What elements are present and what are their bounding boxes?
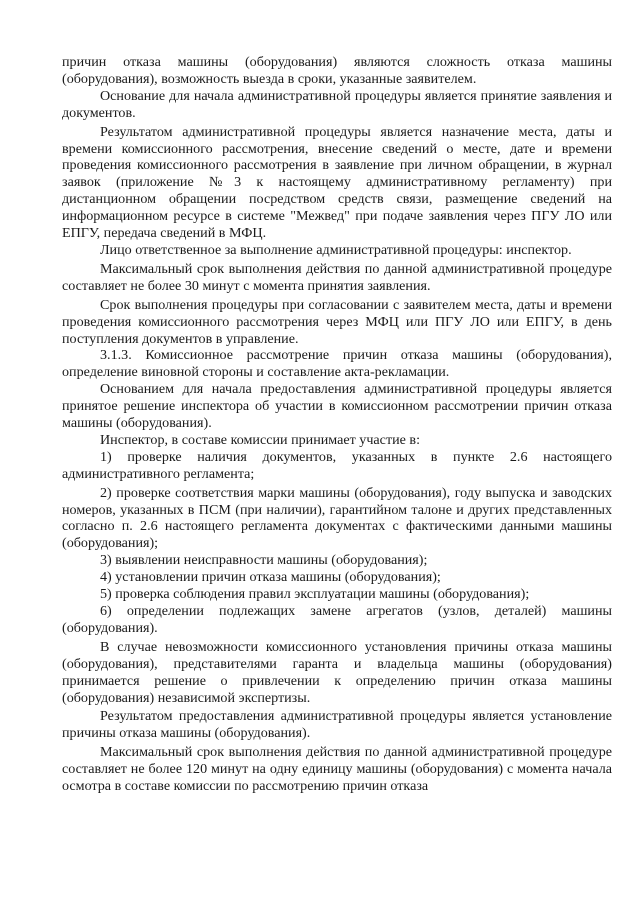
paragraph-9: Инспектор, в составе комиссии принимает участие в:	[100, 431, 420, 448]
paragraph-10: 1) проверке наличия документов, указанных в пункте 2.6 настоящего административного регламента;	[62, 448, 612, 482]
paragraph-13: 4) установлении причин отказа машины (оборудования);	[100, 569, 441, 586]
paragraph-17: Результатом предоставления административной процедуры является установление причины отказа машины (оборудования).	[62, 708, 612, 742]
paragraph-15: 6) определении подлежащих замене агрегатов (узлов, деталей) машины (оборудования).	[62, 603, 612, 636]
paragraph-11: 2) проверке соответствия марки машины (оборудования), году выпуска и заводских номеров, указанных в ПСМ (при наличии), гарантийном талоне и других представленных согласно п. 2.6 настоящего регламента документах с фактическими данными машины (оборудования);	[62, 484, 612, 552]
paragraph-12: 3) выявлении неисправности машины (оборудования);	[100, 552, 428, 569]
paragraph-8: Основанием для начала предоставления административной процедуры является принятое решение инспектора об участии в комиссионном рассмотрении причин отказа машины (оборудования).	[62, 381, 612, 432]
paragraph-2: Основание для начала административной процедуры является принятие заявления и документов.	[62, 87, 612, 121]
paragraph-3: Результатом административной процедуры является назначение места, даты и времени комиссионного рассмотрения, внесение сведений о месте, дате и времени проведения комиссионного рассмотрения в заявление при личном обращении, в журнал заявок (приложение №3 к настоящему административному регламенту) при дистанционном обращении посредством средств связи, размещение сведений на информационном ресурсе в системе "Межвед" при подаче заявления через ПГУ ЛО или ЕПГУ, передача сведений в МФЦ.	[62, 123, 612, 242]
paragraph-7: 3.1.3. Комиссионное рассмотрение причин отказа машины (оборудования), определение виновной стороны и составление акта-рекламации.	[62, 347, 612, 381]
paragraph-4: Лицо ответственное за выполнение административной процедуры: инспектор.	[100, 241, 572, 258]
paragraph-6: Срок выполнения процедуры при согласовании с заявителем места, даты и времени проведения комиссионного рассмотрения через МФЦ или ПГУ ЛО или ЕПГУ, в день поступления документов в управление.	[62, 296, 612, 347]
paragraph-5: Максимальный срок выполнения действия по данной административной процедуре составляет не более 30 минут с момента принятия заявления.	[62, 260, 612, 294]
paragraph-16: В случае невозможности комиссионного установления причины отказа машины (оборудования), представителями гаранта и владельца машины (оборудования) принимается решение о привлечении к определению причин отказа машины (оборудования) независимой экспертизы.	[62, 638, 612, 706]
paragraph-14: 5) проверка соблюдения правил эксплуатации машины (оборудования);	[100, 586, 530, 603]
paragraph-1: причин отказа машины (оборудования) являются сложность отказа машины (оборудования), возможность выезда в сроки, указанные заявителем.	[62, 54, 612, 87]
paragraph-18: Максимальный срок выполнения действия по данной административной процедуре составляет не более 120 минут на одну единицу машины (оборудования) с момента начала осмотра в составе комиссии по рассмотрению причин отказа	[62, 744, 612, 795]
document-page	[62, 54, 612, 795]
